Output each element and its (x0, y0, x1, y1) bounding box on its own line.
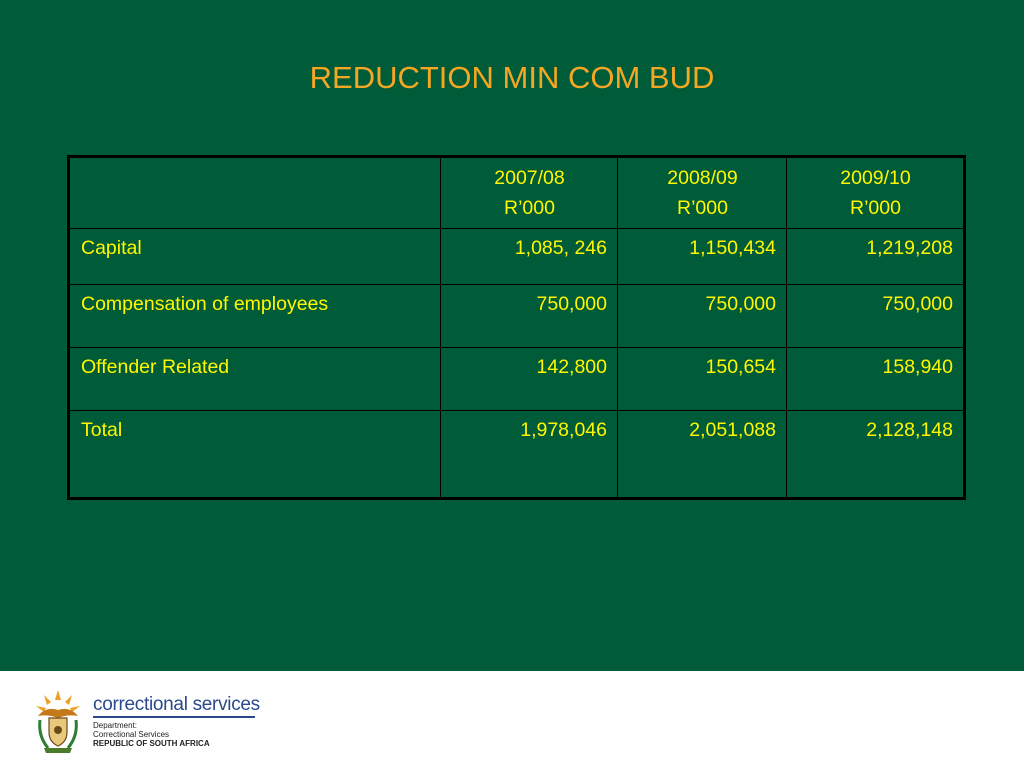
row-label: Compensation of employees (69, 285, 441, 348)
header-year: 2008/09 (667, 167, 738, 189)
table-cell: 750,000 (618, 285, 787, 348)
table-cell: 1,085, 246 (441, 229, 618, 285)
dept-line: Department: (93, 721, 138, 730)
slide-title: REDUCTION MIN COM BUD (309, 60, 715, 95)
header-year: 2009/10 (840, 167, 911, 189)
footer-bar (0, 671, 1024, 768)
table-cell: 150,654 (618, 348, 787, 411)
table-cell: 2,051,088 (618, 411, 787, 499)
table-row (69, 229, 965, 285)
header-unit: R’000 (677, 197, 728, 219)
header-unit: R’000 (504, 197, 555, 219)
table-cell: 158,940 (787, 348, 965, 411)
table-row (69, 285, 965, 348)
row-label: Offender Related (69, 348, 441, 411)
header-empty-cell (69, 157, 441, 229)
header-cell (787, 157, 965, 229)
header-unit: R’000 (850, 197, 901, 219)
table-cell: 1,150,434 (618, 229, 787, 285)
brand-underline (93, 716, 255, 718)
row-label: Capital (69, 229, 441, 285)
table-cell: 1,978,046 (441, 411, 618, 499)
table-cell: 2,128,148 (787, 411, 965, 499)
header-year: 2007/08 (494, 167, 565, 189)
table-cell: 142,800 (441, 348, 618, 411)
dept-line: Correctional Services (93, 730, 170, 739)
dept-line-country: REPUBLIC OF SOUTH AFRICA (93, 739, 210, 748)
brand-name: correctional services (93, 694, 260, 715)
table-row-total (69, 411, 965, 499)
row-label: Total (69, 411, 441, 499)
budget-table (67, 155, 966, 500)
table-header-row (69, 157, 965, 229)
header-cell (618, 157, 787, 229)
table-cell: 1,219,208 (787, 229, 965, 285)
coat-of-arms-icon (32, 686, 84, 754)
header-cell (441, 157, 618, 229)
table-cell: 750,000 (787, 285, 965, 348)
table-cell: 750,000 (441, 285, 618, 348)
table-row (69, 348, 965, 411)
